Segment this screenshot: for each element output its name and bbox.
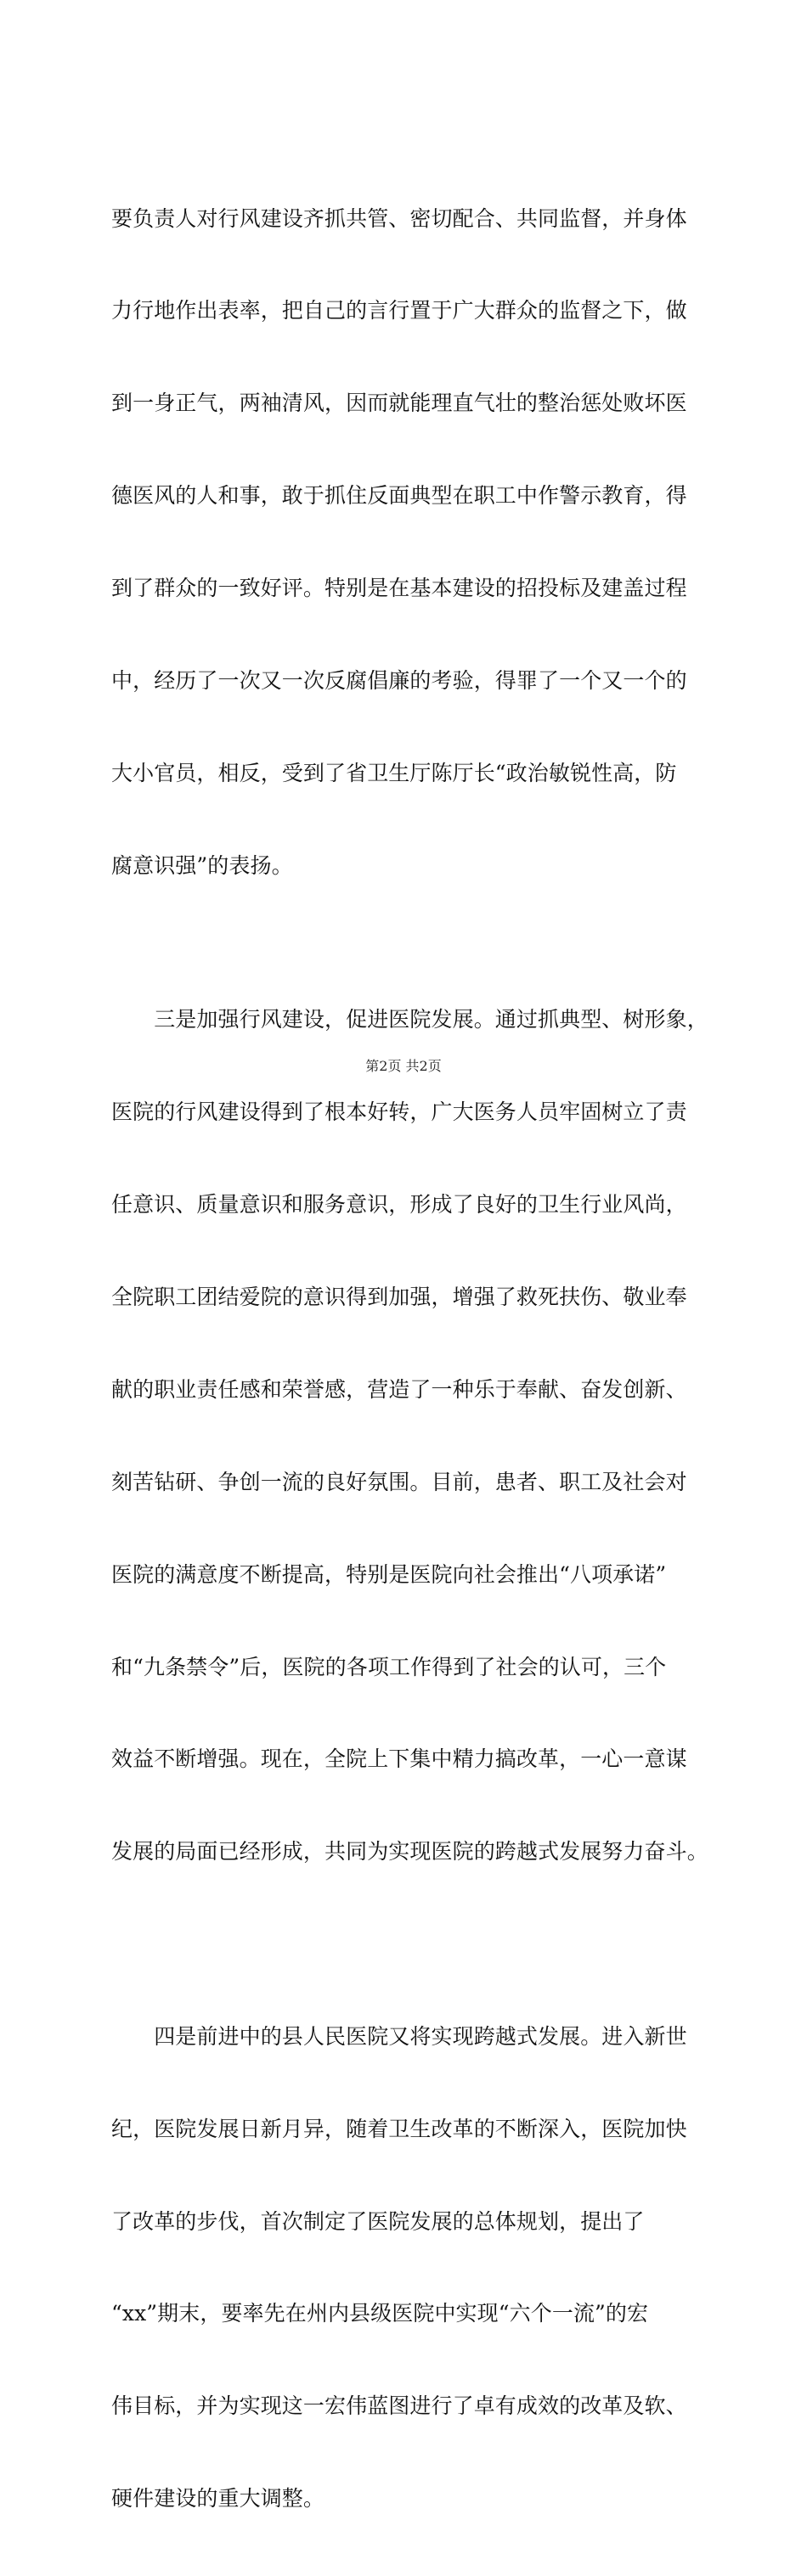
text-line: 德医风的人和事，敢于抓住反面典型在职工中作警示教育，得	[111, 483, 687, 509]
text-line: 任意识、质量意识和服务意识，形成了良好的卫生行业风尚，	[111, 1192, 687, 1218]
text-line: 三是加强行风建设，促进医院发展。通过抓典型、树形象，	[111, 1007, 708, 1032]
text-line: 硬件建设的重大调整。	[111, 2486, 325, 2511]
text-line: 中，经历了一次又一次反腐倡廉的考验，得罪了一个又一个的	[111, 668, 687, 694]
text-line: 要负责人对行风建设齐抓共管、密切配合、共同监督，并身体	[111, 205, 687, 231]
text-line: 大小官员，相反，受到了省卫生厅陈厅长“政治敏锐性高，防	[111, 760, 677, 785]
text-line: 发展的局面已经形成，共同为实现医院的跨越式发展努力奋斗。	[111, 1839, 708, 1865]
text-line: 了改革的步伐，首次制定了医院发展的总体规划，提出了	[111, 2208, 645, 2234]
document-body	[111, 142, 706, 2576]
text-line: 刻苦钻研、争创一流的良好氛围。目前，患者、职工及社会对	[111, 1469, 687, 1494]
text-line: 献的职业责任感和荣誉感，营造了一种乐于奉献、奋发创新、	[111, 1376, 687, 1402]
text-line: 全院职工团结爱院的意识得到加强，增强了救死扶伤、敬业奉	[111, 1284, 687, 1309]
paragraph-1	[111, 142, 706, 943]
page-footer: 第2页 共2页	[365, 1058, 442, 1074]
paragraph-spacer	[111, 1929, 706, 1960]
text-line: 伟目标，并为实现这一宏伟蓝图进行了卓有成效的改革及软、	[111, 2393, 687, 2419]
text-line: 医院的满意度不断提高，特别是医院向社会推出“八项承诺”	[111, 1561, 667, 1587]
text-line: 纪，医院发展日新月异，随着卫生改革的不断深入，医院加快	[111, 2116, 687, 2141]
text-line: 到了群众的一致好评。特别是在基本建设的招投标及建盖过程	[111, 576, 687, 601]
paragraph-3	[111, 1960, 706, 2576]
text-line: 到一身正气，两袖清风，因而就能理直气壮的整治惩处败坏医	[111, 391, 687, 416]
text-line: 四是前进中的县人民医院又将实现跨越式发展。进入新世	[111, 2023, 687, 2049]
text-line: 效益不断增强。现在，全院上下集中精力搞改革，一心一意谋	[111, 1746, 687, 1772]
text-line: 和“九条禁令”后，医院的各项工作得到了社会的认可，三个	[111, 1654, 667, 1679]
text-line: 腐意识强”的表扬。	[111, 852, 293, 878]
text-line: 医院的行风建设得到了根本好转，广大医务人员牢固树立了责	[111, 1100, 687, 1125]
paragraph-2	[111, 943, 706, 1930]
text-line: 力行地作出表率，把自己的言行置于广大群众的监督之下，做	[111, 298, 687, 323]
text-line: “xx”期末，要率先在州内县级医院中实现“六个一流”的宏	[111, 2301, 649, 2326]
